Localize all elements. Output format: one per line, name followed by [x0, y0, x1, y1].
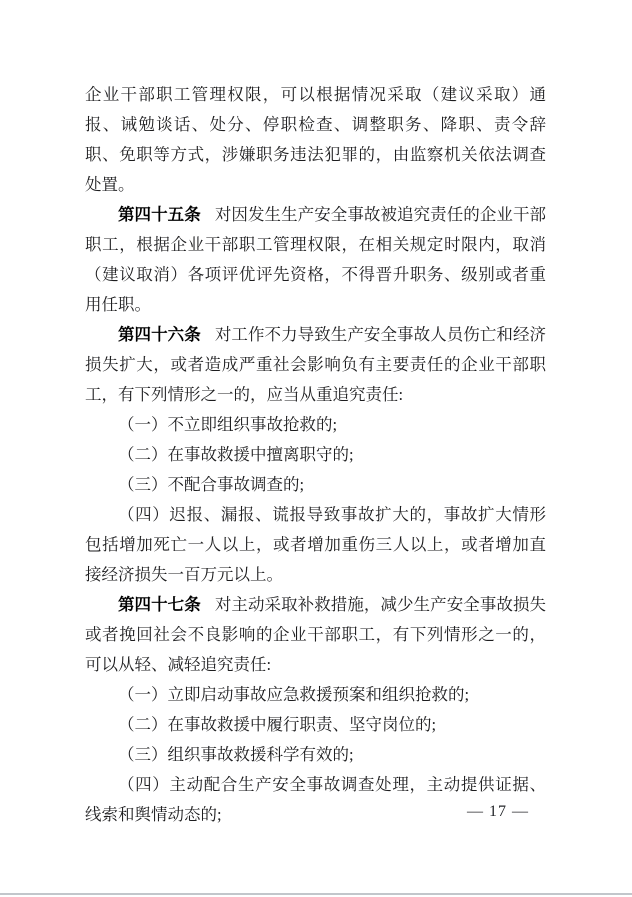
list-item-paragraph [85, 410, 546, 440]
paragraph-text: 对主动采取补救措施，减少生产安全事故损失或者挽回社会不良影响的企业干部职工，有下列情形之一的，可以从轻、减轻追究责任: [85, 595, 547, 674]
paragraph-text: （一）立即启动事故应急救援预案和组织抢救的; [118, 685, 470, 704]
list-item-paragraph [85, 740, 546, 770]
paragraph-text: （二）在事故救援中履行职责、坚守岗位的; [118, 715, 437, 734]
paragraph-text: 企业干部职工管理权限，可以根据情况采取（建议采取）通报、诫勉谈话、处分、停职检查、调整职务、降职、责令辞职、免职等方式，涉嫌职务违法犯罪的，由监察机关依法调查处置。 [85, 85, 546, 194]
paragraph-text: （二）在事故救援中擅离职守的; [118, 445, 354, 464]
paragraph-text: （三）不配合事故调查的; [118, 475, 305, 494]
list-item-paragraph [85, 440, 546, 470]
continuation-paragraph [85, 80, 546, 200]
list-item-paragraph [85, 500, 546, 590]
paragraph-text: 对因发生生产安全事故被追究责任的企业干部职工，根据企业干部职工管理权限，在相关规定时限内，取消（建议取消）各项评优评先资格，不得晋升职务、级别或者重用任职。 [85, 205, 547, 314]
article-number-label: 第四十七条 [118, 595, 201, 614]
list-item-paragraph [85, 680, 546, 710]
paragraph-text: （四）迟报、漏报、谎报导致事故扩大的，事故扩大情形包括增加死亡一人以上，或者增加重伤三人以上，或者增加直接经济损失一百万元以上。 [85, 505, 546, 584]
paragraph-text: 对工作不力导致生产安全事故人员伤亡和经济损失扩大，或者造成严重社会影响负有主要责任的企业干部职工，有下列情形之一的，应当从重追究责任: [85, 325, 547, 404]
article-paragraph [85, 200, 546, 320]
list-item-paragraph [85, 710, 546, 740]
document-body [85, 80, 546, 830]
article-number-label: 第四十五条 [118, 205, 201, 224]
article-number-label: 第四十六条 [118, 325, 201, 344]
page-number: — 17 — [467, 803, 529, 820]
article-paragraph [85, 590, 546, 680]
paragraph-text: （三）组织事故救援科学有效的; [118, 745, 354, 764]
paragraph-text: （一）不立即组织事故抢救的; [118, 415, 338, 434]
page-edge-divider [0, 893, 632, 895]
list-item-paragraph [85, 770, 546, 830]
list-item-paragraph [85, 470, 546, 500]
paragraph-text: （四）主动配合生产安全事故调查处理，主动提供证据、线索和舆情动态的; [85, 775, 546, 824]
article-paragraph [85, 320, 546, 410]
